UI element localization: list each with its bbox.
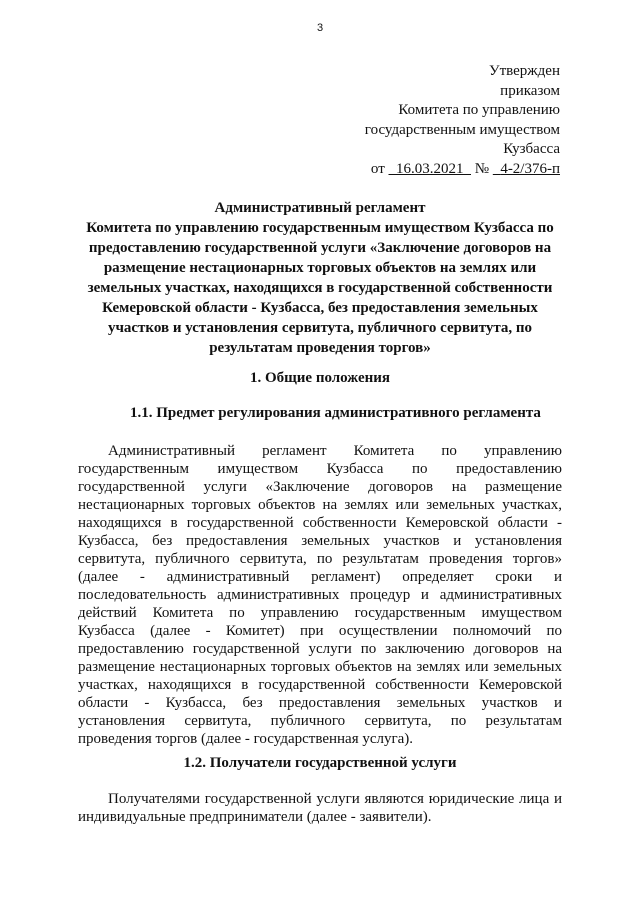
- approval-order-line: [365, 160, 560, 180]
- section-heading: 1. Общие положения: [249, 370, 391, 386]
- text-line: находящихся в государственной собственности Кемеровской области -: [78, 515, 562, 531]
- paragraph-regulation-subject: [78, 442, 562, 748]
- text-line: нестационарных торговых объектов на землях или земельных участках,: [78, 497, 562, 513]
- from-label: от: [370, 160, 385, 177]
- text-line: государственным имуществом Кузбасса по предоставлению: [78, 461, 562, 477]
- title-line: предоставлению государственной услуги «Заключение договоров на: [88, 240, 552, 256]
- page-number: 3: [316, 22, 324, 34]
- title-line: Комитета по управлению государственным имуществом Кузбасса по: [86, 220, 554, 236]
- title-line: результатам проведения торгов»: [209, 340, 431, 356]
- text-line: области - Кузбасса, без предоставления земельных участков и: [78, 695, 562, 711]
- subsection-heading: 1.1. Предмет регулирования административного регламента: [130, 405, 541, 421]
- text-line: сервитута, публичного сервитута, по результатам проведения торгов»: [78, 551, 562, 567]
- order-date: 16.03.2021: [396, 160, 464, 177]
- number-sign: №: [474, 160, 490, 177]
- text-line: (далее - административный регламент) определяет сроки и: [78, 569, 562, 585]
- text-line: действий Комитета по управлению государственным имуществом: [78, 605, 562, 621]
- title-line: участков и установления сервитута, публичного сервитута, по: [107, 320, 533, 336]
- approval-line: Кузбасса: [503, 141, 560, 157]
- title-line: Кемеровской области - Кузбасса, без предоставления земельных: [102, 300, 538, 316]
- text-line: участках, находящихся в государственной собственности Кемеровской: [78, 677, 562, 693]
- approval-line: приказом: [500, 82, 560, 99]
- document-title: [82, 198, 558, 358]
- order-number: 4-2/376-п: [500, 160, 560, 177]
- text-line: Кузбасса, без предоставления земельных участков и установления: [78, 533, 562, 549]
- text-line: Кузбасса (далее - Комитет) при осуществлении полномочий по: [78, 623, 562, 639]
- subsection-heading: 1.2. Получатели государственной услуги: [183, 755, 457, 771]
- paragraph-recipients: [78, 790, 562, 826]
- text-line: государственной услуги «Заключение договоров на размещение: [78, 479, 562, 495]
- approval-line: государственным имуществом: [364, 121, 560, 138]
- text-line: Получателями государственной услуги являются юридические лица и: [108, 791, 562, 807]
- text-line: последовательность административных процедур и административных: [78, 587, 562, 603]
- text-line: размещение нестационарных торговых объектов на землях или земельных: [78, 659, 562, 675]
- title-line: размещение нестационарных торговых объектов на землях или: [103, 260, 537, 276]
- text-line: Административный регламент Комитета по управлению: [108, 443, 562, 459]
- approval-line: Комитета по управлению: [398, 102, 560, 118]
- approval-block: [365, 62, 560, 179]
- title-line: Административный регламент: [214, 200, 426, 216]
- text-line: установления сервитута, публичного сервитута, по результатам: [78, 713, 562, 729]
- title-line: земельных участках, находящихся в государственной собственности: [87, 280, 553, 296]
- text-line: предоставлению государственной услуги по заключению договоров на: [78, 641, 562, 657]
- text-line: индивидуальные предприниматели (далее - заявители).: [78, 809, 432, 825]
- approval-line: Утвержден: [488, 63, 560, 79]
- text-line: проведения торгов (далее - государственная услуга).: [78, 731, 414, 747]
